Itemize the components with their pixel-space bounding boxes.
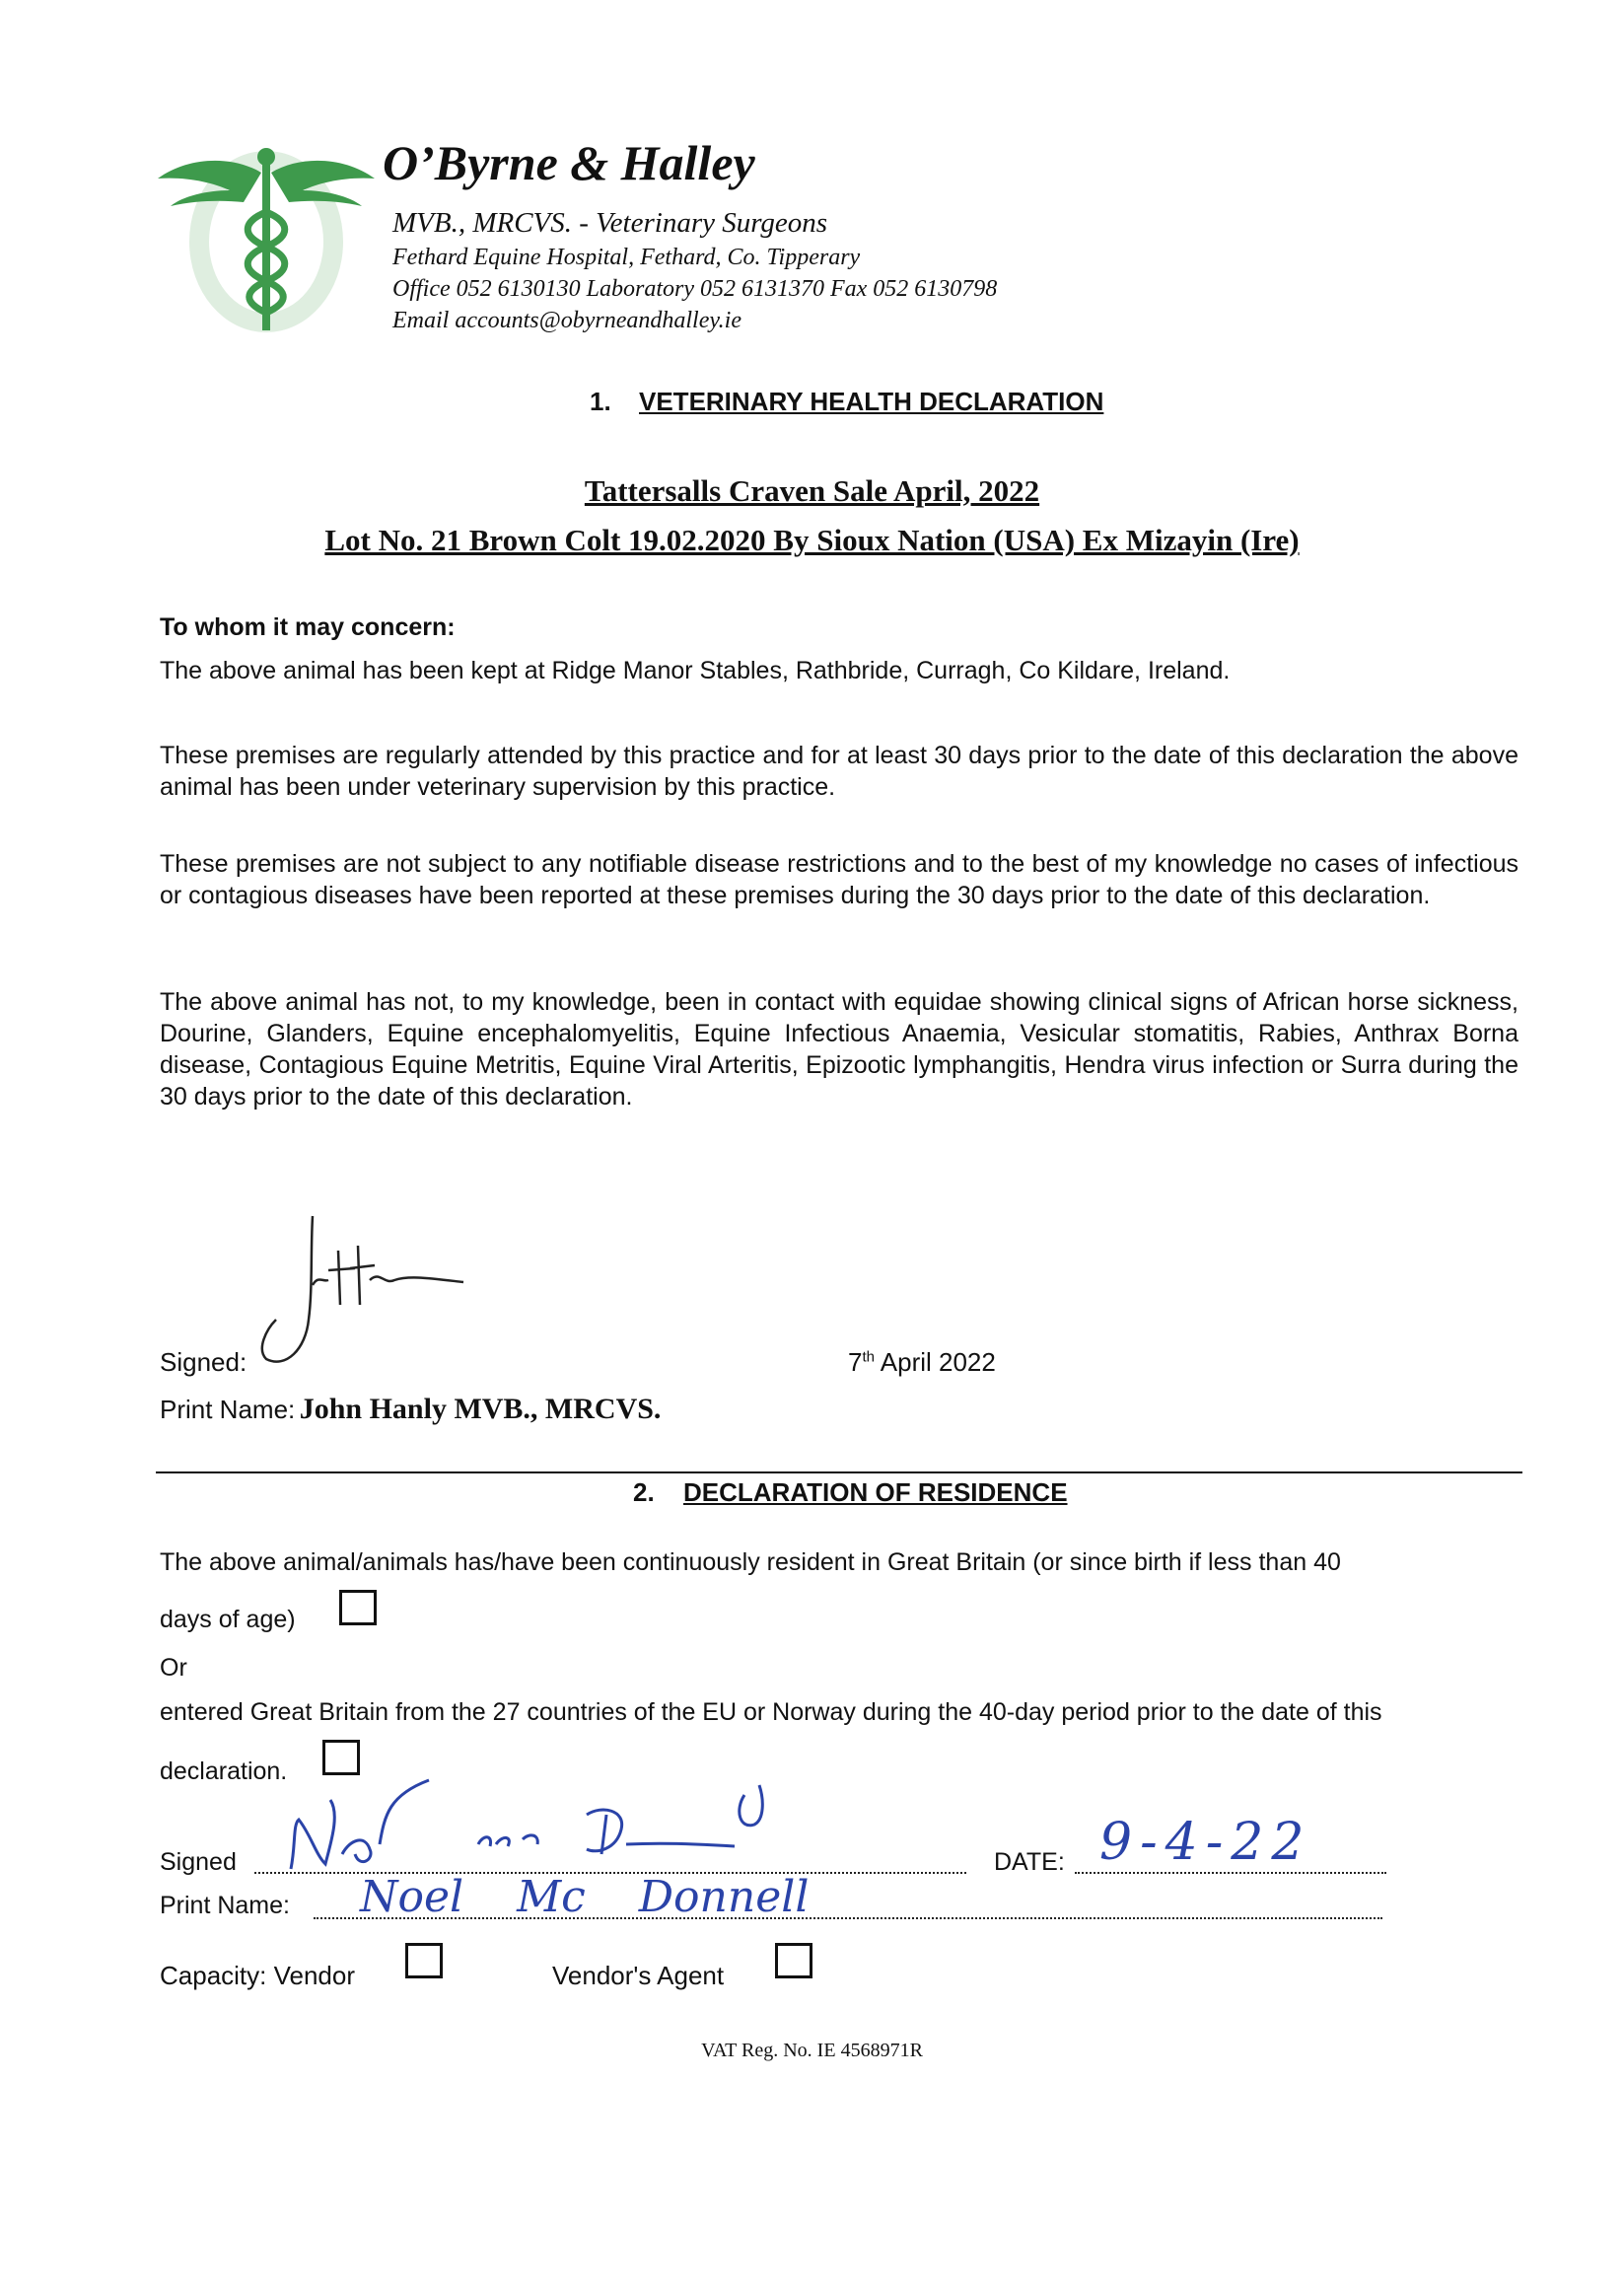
vet-signature bbox=[251, 1211, 478, 1379]
section-divider bbox=[156, 1471, 1522, 1473]
vendor-signed-label: Signed bbox=[160, 1848, 237, 1876]
section2-number: 2. bbox=[633, 1477, 655, 1507]
caduceus-logo-icon bbox=[153, 143, 380, 340]
date-rest: April 2022 bbox=[874, 1347, 996, 1377]
section1-number: 1. bbox=[590, 387, 611, 416]
vendors-agent-label: Vendor's Agent bbox=[552, 1961, 725, 1990]
firm-email: Email accounts@obyrneandhalley.ie bbox=[392, 308, 741, 333]
vendor-date-label: DATE: bbox=[994, 1848, 1065, 1876]
vet-print-name-row bbox=[160, 1393, 661, 1426]
paragraph-disease-restrictions: These premises are not subject to any notifiable disease restrictions and to the best of my knowledge no cases of infectious or contagious diseases have been reported at these premises during the 30 days prior to the date of this declaration. bbox=[160, 850, 1518, 909]
vendor-checkbox[interactable] bbox=[405, 1943, 443, 1978]
or-label: Or bbox=[160, 1654, 187, 1682]
vat-reg-number: VAT Reg. No. IE 4568971R bbox=[701, 2040, 923, 2061]
firm-address: Fethard Equine Hospital, Fethard, Co. Tipperary bbox=[392, 245, 861, 270]
paragraph-contact-equidae: The above animal has not, to my knowledge, been in contact with equidae showing clinical signs of African horse sickness, Dourine, Glanders, Equine encephalomyelitis, Equine Infectious Anaemia, Vesicular stomatitis, Rabies, Anthrax Borna disease, Contagious Equine Metritis, Equine Viral Arteritis, Epizootic lymphangitis, Hendra virus infection or Surra during the 30 days prior to the date of this declaration. bbox=[160, 988, 1518, 1111]
section2-heading: DECLARATION OF RESIDENCE bbox=[683, 1477, 1068, 1507]
vendor-date-line[interactable] bbox=[1075, 1872, 1386, 1874]
section1-heading: VETERINARY HEALTH DECLARATION bbox=[639, 387, 1104, 416]
paragraph-supervision: These premises are regularly attended by this practice and for at least 30 days prior to the date of this declaration the above animal has been under veterinary supervision by this practice. bbox=[160, 742, 1518, 801]
vet-print-name-value: John Hanly MVB., MRCVS. bbox=[299, 1393, 662, 1425]
firm-name: O’Byrne & Halley bbox=[383, 135, 755, 190]
vendor-print-name-label: Print Name: bbox=[160, 1892, 290, 1919]
vendor-handwritten-date: 9-4-22 bbox=[1099, 1813, 1312, 1872]
vendor-handwritten-name: Noel Mc Donnell bbox=[360, 1872, 810, 1922]
paragraph-premises-location: The above animal has been kept at Ridge Manor Stables, Rathbride, Curragh, Co Kildare, Ireland. bbox=[160, 657, 1231, 684]
firm-phones: Office 052 6130130 Laboratory 052 6131370 Fax 052 6130798 bbox=[392, 276, 998, 302]
entered-gb-checkbox[interactable] bbox=[322, 1740, 360, 1775]
firm-qualifications: MVB., MRCVS. - Veterinary Surgeons bbox=[392, 207, 828, 239]
capacity-vendor-label: Capacity: Vendor bbox=[160, 1961, 356, 1990]
sale-title: Tattersalls Craven Sale April, 2022 bbox=[584, 473, 1040, 508]
residence-line2-end: declaration. bbox=[160, 1757, 288, 1785]
residence-line1: The above animal/animals has/have been continuously resident in Great Britain (or since birth if less than 40 bbox=[160, 1548, 1341, 1576]
vendors-agent-checkbox[interactable] bbox=[775, 1943, 812, 1978]
vet-declaration-date bbox=[848, 1347, 996, 1378]
date-day: 7 bbox=[848, 1347, 863, 1377]
vendor-signature bbox=[271, 1775, 823, 1884]
lot-title: Lot No. 21 Brown Colt 19.02.2020 By Sioux Nation (USA) Ex Mizayin (Ire) bbox=[324, 523, 1300, 557]
date-suffix: th bbox=[862, 1348, 875, 1366]
salutation: To whom it may concern: bbox=[160, 613, 456, 641]
vet-print-name-label: Print Name: bbox=[160, 1395, 296, 1424]
residence-line2: entered Great Britain from the 27 countries of the EU or Norway during the 40-day period prior to the date of this bbox=[160, 1698, 1382, 1726]
residence-line1-end: days of age) bbox=[160, 1606, 296, 1633]
resident-checkbox[interactable] bbox=[339, 1590, 377, 1625]
vet-signed-label: Signed: bbox=[160, 1347, 247, 1377]
